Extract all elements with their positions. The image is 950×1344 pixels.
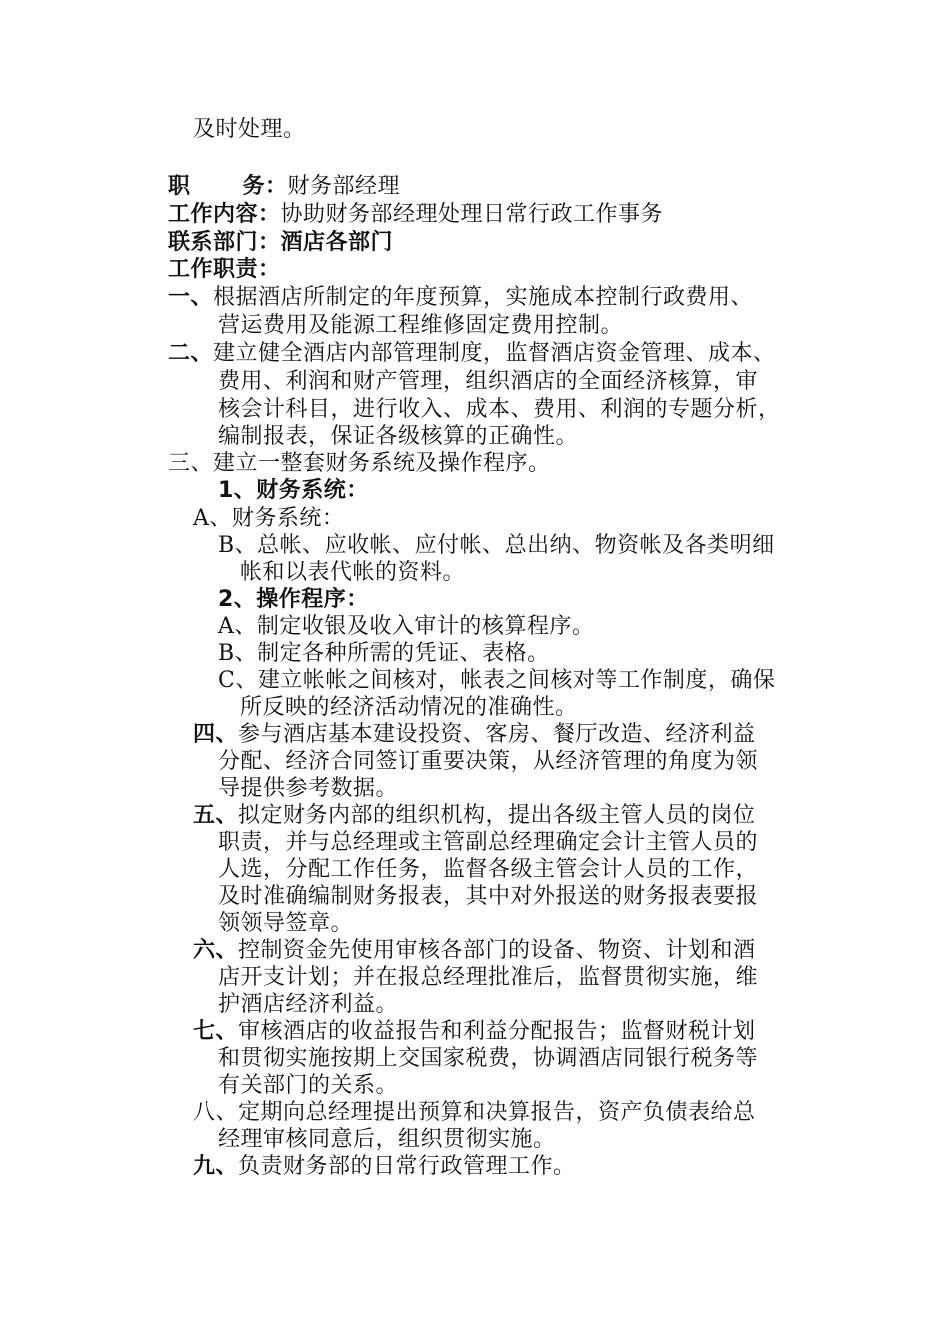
content-value: 协助财务部经理处理日常行政工作事务 xyxy=(280,202,664,227)
duty-6-number: 六、 xyxy=(193,938,239,963)
duty-3-sub1-a: A、财务系统： xyxy=(193,506,345,531)
duty-2-line-3: 核会计科目，进行收入、成本、费用、利润的专题分析， xyxy=(218,397,781,422)
duty-1-number: 一、 xyxy=(168,285,214,310)
duty-3-sub2-title: 2、操作程序： xyxy=(218,587,369,612)
duty-8-number: 八、 xyxy=(193,1100,239,1125)
duty-8-line-2: 经理审核同意后，组织贯彻实施。 xyxy=(218,1127,556,1152)
duty-3-sub1-b-line-2: 帐和以表代帐的资料。 xyxy=(240,560,466,585)
duty-5-line-2: 职责，并与总经理或主管副总经理确定会计主管人员的 xyxy=(218,830,759,855)
position-value: 财务部经理 xyxy=(287,174,401,199)
duty-5-line-4: 及时准确编制财务报表，其中对外报送的财务报表要报 xyxy=(218,884,759,909)
duty-3-sub2-c-line-1: C、建立帐帐之间核对，帐表之间核对等工作制度，确保 xyxy=(218,668,776,693)
duty-1-line-1: 一、根据酒店所制定的年度预算，实施成本控制行政费用、 xyxy=(168,285,754,310)
duty-3-sub1-b-line-1: B、总帐、应收帐、应付帐、总出纳、物资帐及各类明细 xyxy=(218,533,775,558)
duty-4-number: 四、 xyxy=(193,722,239,747)
position-label-b: 务： xyxy=(242,174,288,199)
content-row xyxy=(168,200,663,229)
duty-7-number: 七、 xyxy=(193,1019,239,1044)
duty-5-line-1: 五、拟定财务内部的组织机构，提出各级主管人员的岗位 xyxy=(193,803,756,828)
duty-1-line-2: 营运费用及能源工程维修固定费用控制。 xyxy=(218,313,624,338)
dept-value: 酒店各部门 xyxy=(280,230,394,255)
duties-heading: 工作职责： xyxy=(168,257,281,282)
duty-2-line-4: 编制报表，保证各级核算的正确性。 xyxy=(218,424,579,449)
duty-3-number: 三、 xyxy=(168,451,214,476)
content-label: 工作内容： xyxy=(168,202,281,227)
duty-3-sub2-b: B、制定各种所需的凭证、表格。 xyxy=(218,641,550,666)
duty-2-number: 二、 xyxy=(168,341,214,366)
duty-4-line-1: 四、参与酒店基本建设投资、客房、餐厅改造、经济利益 xyxy=(193,722,756,747)
duty-3-sub2-c-line-2: 所反映的经济活动情况的准确性。 xyxy=(240,695,578,720)
duty-6-line-1: 六、控制资金先使用审核各部门的设备、物资、计划和酒 xyxy=(193,938,756,963)
duty-7-line-2: 和贯彻实施按期上交国家税费，协调酒店同银行税务等 xyxy=(218,1046,759,1071)
duty-2-line-2: 费用、利润和财产管理，组织酒店的全面经济核算，审 xyxy=(218,369,759,394)
duty-2-line-1: 二、建立健全酒店内部管理制度，监督酒店资金管理、成本、 xyxy=(168,341,776,366)
intro-tail: 及时处理。 xyxy=(193,117,306,142)
duty-7-line-3: 有关部门的关系。 xyxy=(218,1073,399,1098)
duty-7-line-1: 七、审核酒店的收益报告和利益分配报告；监督财税计划 xyxy=(193,1019,756,1044)
duty-8-line-1: 八、定期向总经理提出预算和决算报告，资产负债表给总 xyxy=(193,1100,756,1125)
position-row xyxy=(168,172,400,201)
duty-5-line-3: 人选，分配工作任务，监督各级主管会计人员的工作， xyxy=(218,857,759,882)
duty-4-line-2: 分配、经济合同签订重要决策，从经济管理的角度为领 xyxy=(218,749,759,774)
duty-9-line-1: 九、负责财务部的日常行政管理工作。 xyxy=(193,1154,576,1179)
duty-3-line-1: 三、建立一整套财务系统及操作程序。 xyxy=(168,451,551,476)
duty-6-line-2: 店开支计划；并在报总经理批准后，监督贯彻实施，维 xyxy=(218,965,759,990)
dept-label: 联系部门： xyxy=(168,230,281,255)
duty-5-number: 五、 xyxy=(193,803,239,828)
duty-6-line-3: 护酒店经济利益。 xyxy=(218,992,399,1017)
dept-row xyxy=(168,228,393,257)
duty-4-line-3: 导提供参考数据。 xyxy=(218,776,399,801)
position-label-a: 职 xyxy=(168,174,191,199)
duty-9-number: 九、 xyxy=(193,1154,239,1179)
duty-5-line-5: 领领导签章。 xyxy=(218,911,354,936)
duty-3-sub1-title: 1、财务系统： xyxy=(218,478,369,503)
duty-3-sub2-a: A、制定收银及收入审计的核算程序。 xyxy=(218,614,595,639)
